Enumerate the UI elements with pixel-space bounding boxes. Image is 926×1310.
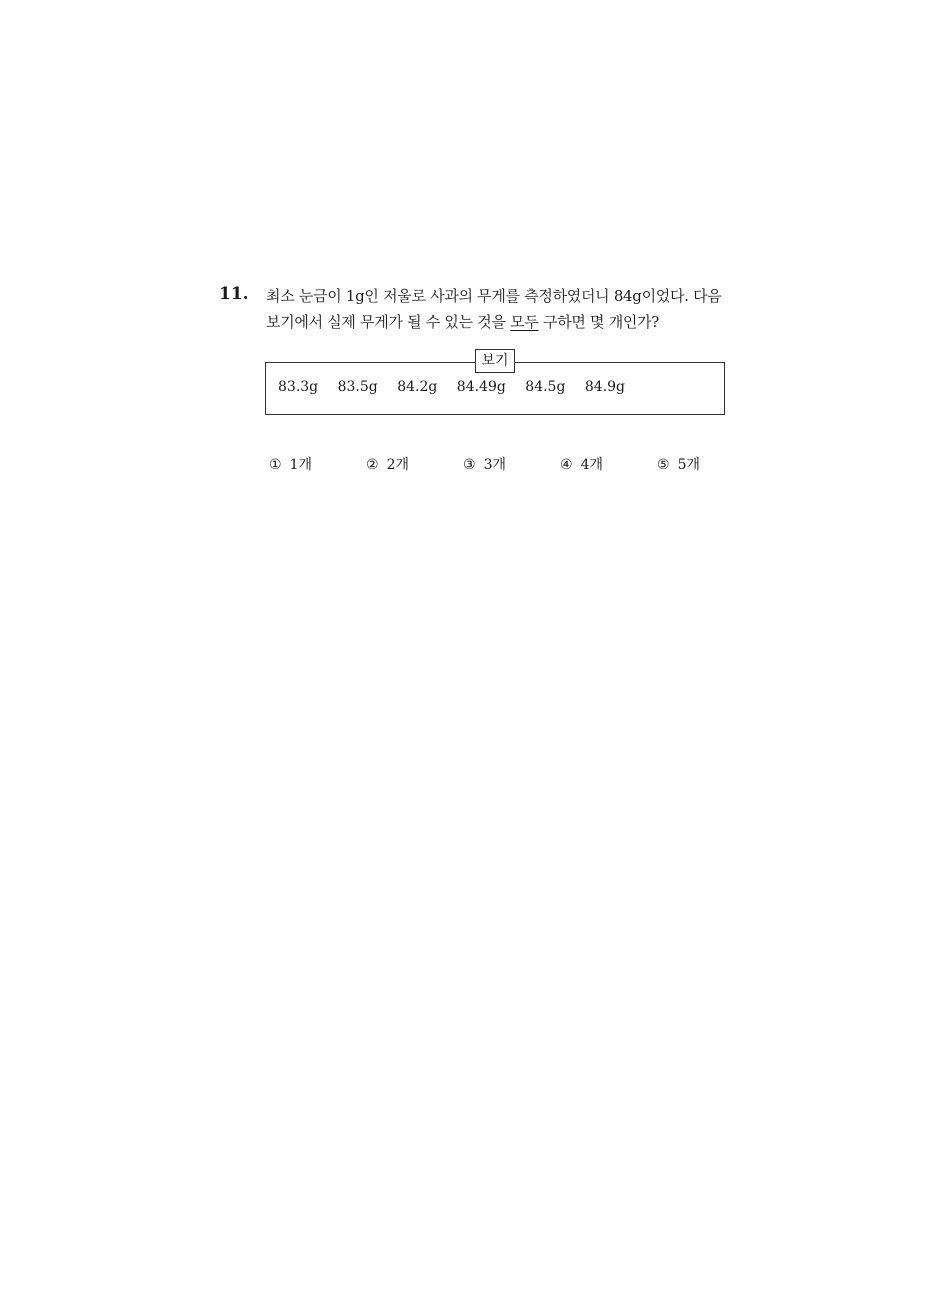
stem-underlined-word: 모두 xyxy=(510,313,539,331)
stem-line-1: 최소 눈금이 1g인 저울로 사과의 무게를 측정하였더니 84g이었다. 다음 xyxy=(266,287,722,305)
choice-mark: ③ xyxy=(463,457,476,473)
bogi-value: 84.2g xyxy=(397,379,438,395)
bogi-box xyxy=(265,353,725,415)
bogi-value: 83.3g xyxy=(278,379,319,395)
choice-label: 2개 xyxy=(386,457,409,473)
choice-mark: ④ xyxy=(560,457,573,473)
choice-label: 1개 xyxy=(289,457,312,473)
bogi-value: 84.49g xyxy=(456,379,506,395)
bogi-value: 84.9g xyxy=(584,379,626,395)
bogi-values xyxy=(278,377,640,397)
choice-label: 3개 xyxy=(483,457,506,473)
choice-3[interactable] xyxy=(463,455,560,475)
stem-line-2-before: 보기에서 실제 무게가 될 수 있는 것을 xyxy=(266,313,511,331)
choice-label: 4개 xyxy=(580,457,603,473)
answer-choices xyxy=(269,455,754,475)
choice-mark: ⑤ xyxy=(657,457,670,473)
question-stem xyxy=(266,283,786,335)
choice-2[interactable] xyxy=(366,455,463,475)
choice-mark: ② xyxy=(366,457,379,473)
question-number: 11. xyxy=(219,284,249,304)
choice-mark: ① xyxy=(269,457,282,473)
choice-4[interactable] xyxy=(560,455,657,475)
choice-1[interactable] xyxy=(269,455,366,475)
stem-line-2 xyxy=(266,309,786,335)
bogi-value: 84.5g xyxy=(525,379,566,395)
bogi-title: 보기 xyxy=(475,349,515,373)
choice-label: 5개 xyxy=(677,457,700,473)
stem-line-2-after: 구하면 몇 개인가? xyxy=(538,313,660,331)
choice-5[interactable] xyxy=(657,455,754,475)
bogi-value: 83.5g xyxy=(337,379,378,395)
